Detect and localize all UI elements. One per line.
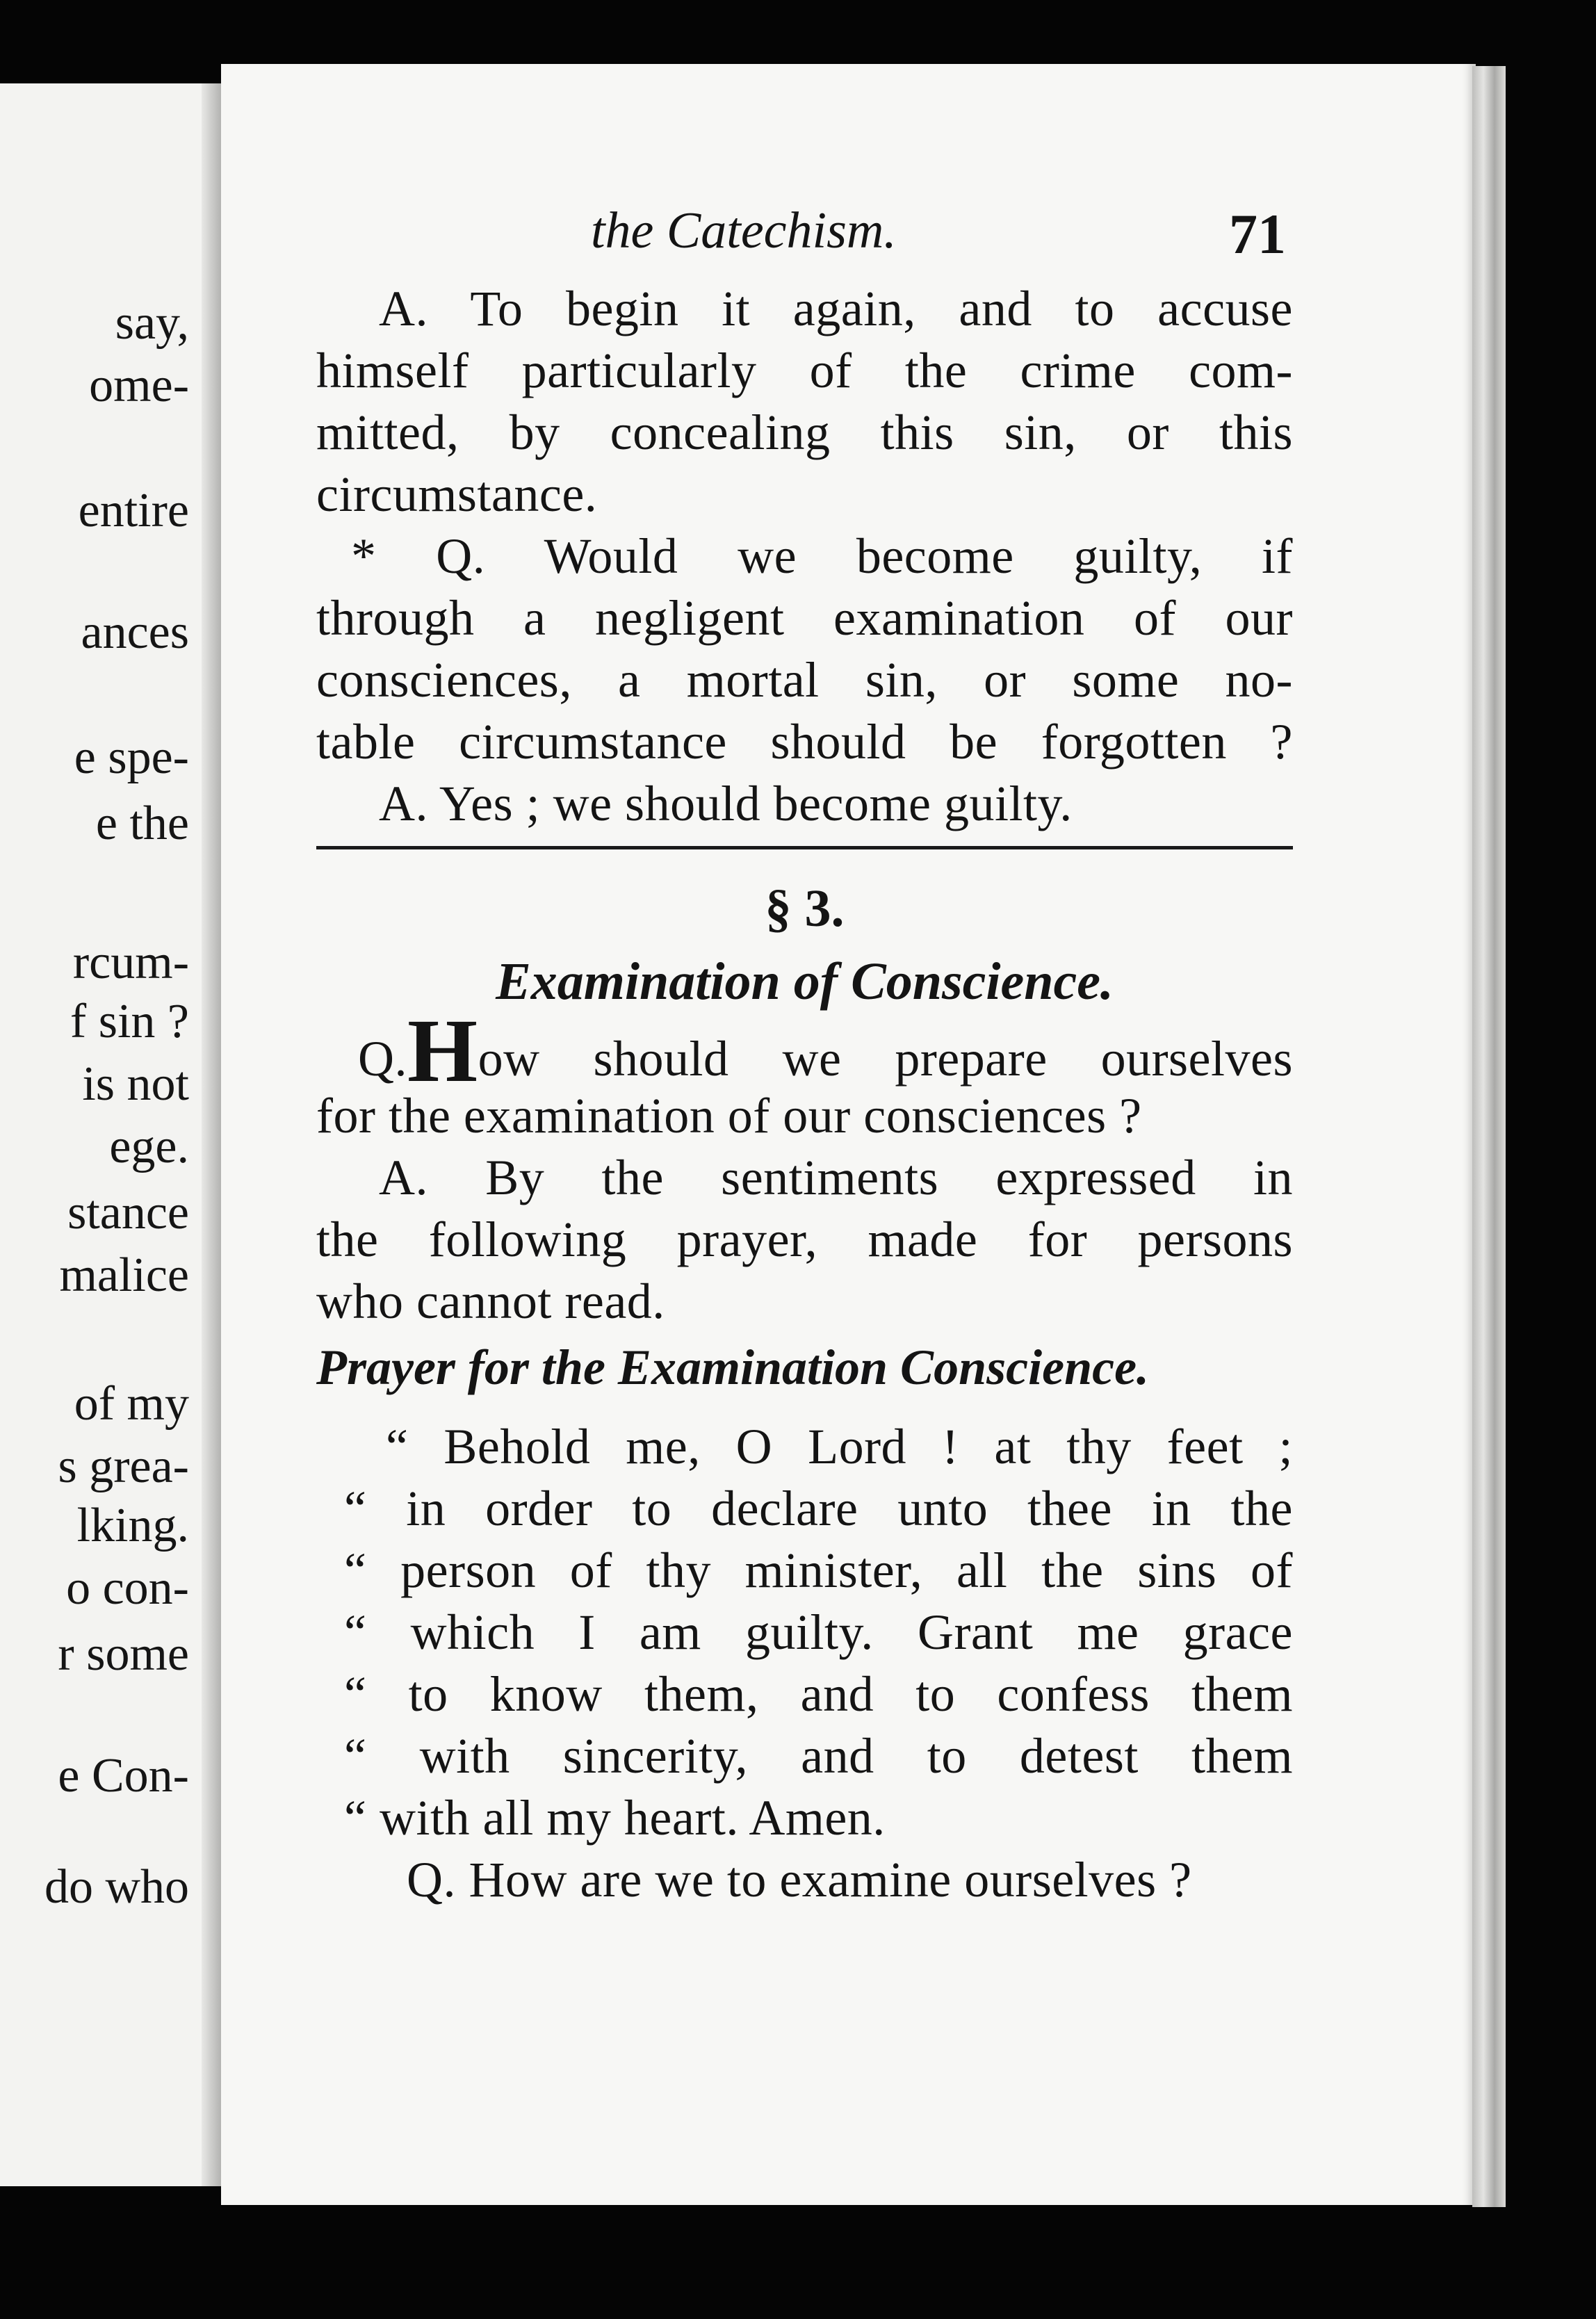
question-block-2: [316, 526, 1293, 835]
prayer-text: [316, 1416, 1293, 1849]
prayer-line: “ to know them, and to confess them: [344, 1666, 1293, 1722]
page-number: 71: [1229, 202, 1286, 266]
section-title: Examination of Conscience.: [496, 952, 1114, 1011]
left-page-line: entire: [78, 484, 189, 537]
left-page-line: stance: [67, 1186, 189, 1239]
text-line: consciences, a mortal sin, or some no-: [316, 652, 1293, 708]
question-line: Q. How are we to examine ourselves ?: [407, 1852, 1192, 1907]
left-page-line: e the: [95, 797, 189, 850]
left-page-line: of my: [74, 1377, 189, 1431]
running-head: the Catechism.: [591, 202, 897, 259]
prayer-line: “ person of thy minister, all the sins of: [344, 1543, 1293, 1598]
text-line: mitted, by concealing this sin, or this: [316, 405, 1293, 460]
left-page-line: say,: [115, 296, 189, 350]
left-page-line: e Con-: [58, 1749, 189, 1803]
prayer-line: “ with all my heart. Amen.: [344, 1790, 886, 1846]
left-page-line: s grea-: [58, 1440, 189, 1493]
page-header: [591, 202, 1286, 271]
left-page-line: rcum-: [72, 936, 189, 989]
left-page-line: f sin ?: [70, 995, 189, 1048]
left-facing-page: [0, 83, 229, 2186]
section-divider: [316, 846, 1293, 849]
left-page-line: ome-: [89, 359, 189, 412]
text-line: A. By the sentiments expressed in: [379, 1150, 1293, 1205]
page-edge: [1472, 66, 1506, 2207]
left-page-line: malice: [59, 1248, 189, 1302]
left-page-line: e spe-: [74, 731, 189, 784]
left-page-line: lking.: [76, 1499, 189, 1552]
text-line: table circumstance should be forgotten ?: [316, 714, 1293, 770]
answer-block-1: [316, 278, 1293, 526]
prayer-line: “ which I am guilty. Grant me grace: [344, 1604, 1293, 1660]
question-block-3: [316, 1001, 1293, 1147]
text-line: for the examination of our consciences ?: [316, 1088, 1142, 1144]
text-line: A. Yes ; we should become guilty.: [379, 776, 1073, 831]
page-content: [316, 278, 1293, 1911]
text-line: * Q. Would we become guilty, if: [351, 528, 1293, 584]
left-page-line: is not: [82, 1057, 189, 1111]
text-line: circumstance.: [316, 466, 598, 522]
text-line: through a negligent examination of our: [316, 590, 1293, 646]
left-page-line: ege.: [109, 1120, 189, 1173]
left-page-line: do who: [44, 1860, 189, 1914]
answer-block-3: [316, 1147, 1293, 1333]
left-page-line: o con-: [66, 1561, 189, 1615]
prayer-line: “ Behold me, O Lord ! at thy feet ;: [386, 1419, 1293, 1474]
question-prefix: Q.: [358, 1031, 407, 1087]
prayer-title: Prayer for the Examination Conscience.: [316, 1340, 1150, 1395]
prayer-line: “ with sincerity, and to detest them: [344, 1728, 1293, 1784]
drop-cap: H: [407, 1001, 478, 1101]
prayer-line: “ in order to declare unto thee in the: [344, 1481, 1293, 1536]
section-number: § 3.: [765, 879, 845, 938]
question-text: ow should we prepare ourselves: [478, 1031, 1293, 1087]
text-line: himself particularly of the crime com-: [316, 343, 1293, 398]
left-page-line: ances: [81, 605, 189, 659]
text-line: A. To begin it again, and to accuse: [379, 281, 1293, 336]
text-line: who cannot read.: [316, 1274, 665, 1329]
left-page-line: r some: [58, 1627, 189, 1681]
text-line: [316, 1001, 1293, 1101]
text-line: the following prayer, made for persons: [316, 1212, 1293, 1267]
